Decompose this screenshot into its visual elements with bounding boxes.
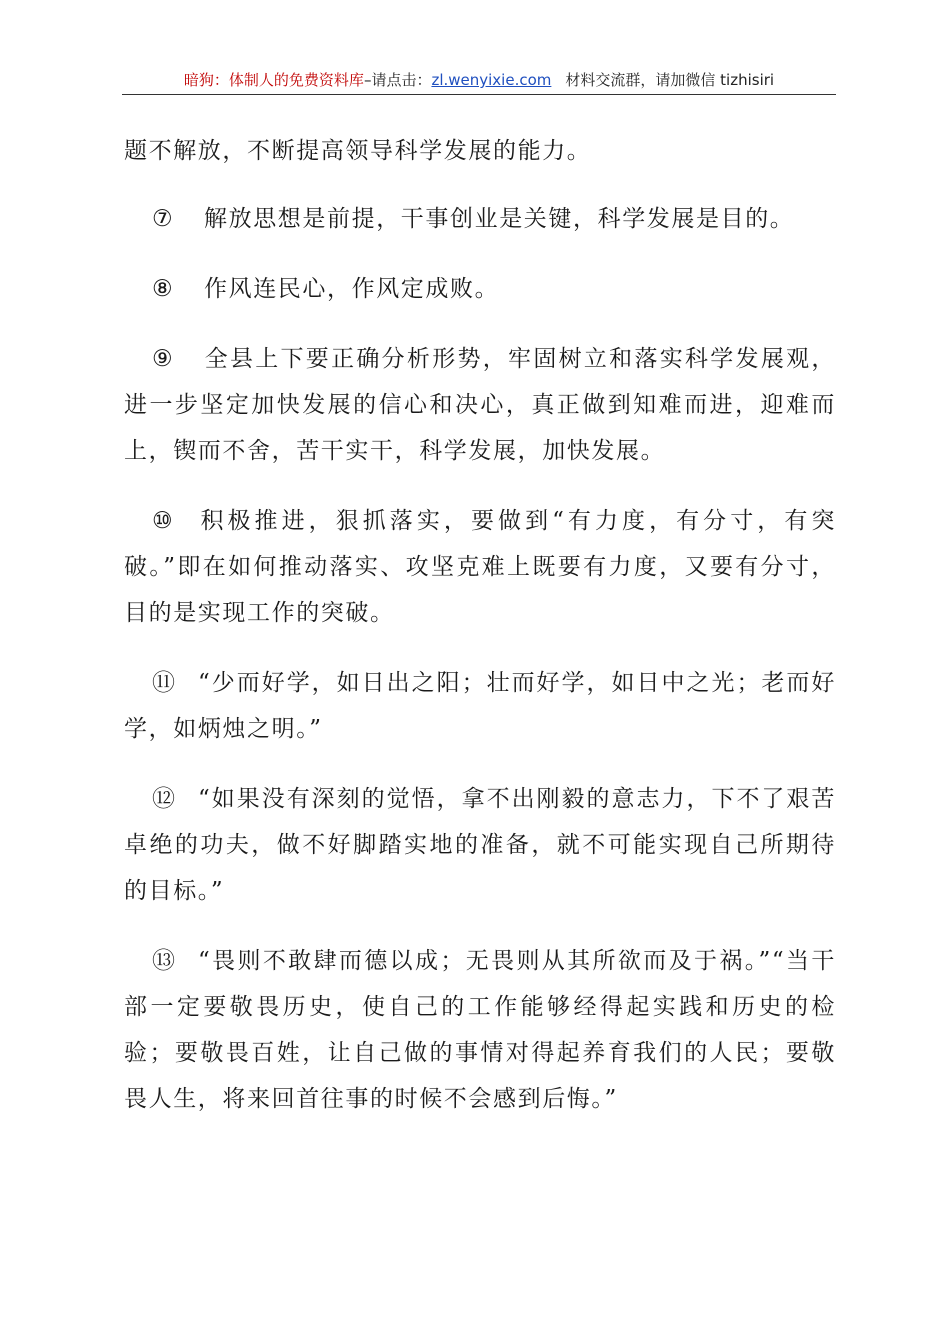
item-number: ⑪: [152, 670, 177, 696]
paragraph-7: [124, 196, 836, 242]
paragraph-text: “如果没有深刻的觉悟，拿不出刚毅的意志力，下不了艰苦卓绝的功夫，做不好脚踏实地的准备，就不可能实现自己所期待的目标。”: [124, 786, 836, 904]
paragraph-continued: [124, 128, 836, 174]
paragraph-13: [124, 938, 836, 1122]
item-number: ⑦: [152, 206, 175, 232]
item-number: ⑧: [152, 276, 175, 302]
paragraph-text: 题不解放，不断提高领导科学发展的能力。: [124, 138, 592, 164]
document-body: [124, 128, 836, 1146]
header-wechat: 材料交流群，请加微信 tizhisiri: [565, 71, 775, 89]
paragraph-text: 解放思想是前提，干事创业是关键，科学发展是目的。: [204, 206, 795, 232]
header-link[interactable]: zl.wenyixie.com: [431, 71, 552, 89]
item-number: ⑫: [152, 786, 177, 812]
header-brand: 暗狗：体制人的免费资料库: [183, 71, 364, 89]
paragraph-text: 作风连民心，作风定成败。: [204, 276, 500, 302]
item-number: ⑨: [152, 346, 175, 372]
paragraph-9: [124, 336, 836, 474]
paragraph-11: [124, 660, 836, 752]
paragraph-text: “畏则不敢肆而德以成；无畏则从其所欲而及于祸。”“当干部一定要敬畏历史，使自己的工作能够经得起实践和历史的检验；要敬畏百姓，让自己做的事情对得起养育我们的人民；要敬畏人生，将来回首往事的时候不会感到后悔。”: [124, 948, 836, 1112]
paragraph-text: 积极推进，狠抓落实，要做到“有力度，有分寸，有突破。”即在如何推动落实、攻坚克难上既要有力度，又要有分寸，目的是实现工作的突破。: [124, 508, 836, 626]
paragraph-8: [124, 266, 836, 312]
paragraph-text: “少而好学，如日出之阳；壮而好学，如日中之光；老而好学，如炳烛之明。”: [124, 670, 836, 742]
item-number: ⑬: [152, 948, 177, 974]
paragraph-10: [124, 498, 836, 636]
page-header: [122, 70, 836, 95]
item-number: ⑩: [152, 508, 175, 534]
paragraph-text: 全县上下要正确分析形势，牢固树立和落实科学发展观，进一步坚定加快发展的信心和决心，真正做到知难而进，迎难而上，锲而不舍，苦干实干，科学发展，加快发展。: [124, 346, 836, 464]
paragraph-12: [124, 776, 836, 914]
header-prompt: –请点击：: [363, 71, 432, 89]
